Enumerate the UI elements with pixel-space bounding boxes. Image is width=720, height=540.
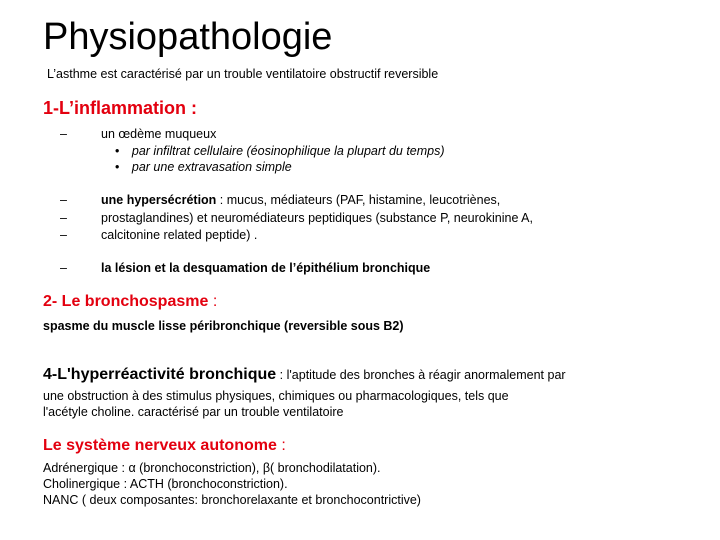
section-heading-hyperreactivite [43, 366, 566, 384]
hypersecretion-line2: prostaglandines) et neuromédiateurs peptidiques (substance P, neurokinine A, [101, 211, 533, 225]
bullet-marker: • [115, 144, 120, 158]
hyperreactivite-inline: : l'aptitude des bronches à réagir anormalement par [276, 368, 566, 382]
hypersecretion-line1: : mucus, médiateurs (PAF, histamine, leucotriènes, [216, 193, 501, 207]
sub-item-text: par infiltrat cellulaire (éosinophilique la plupart du temps) [131, 144, 445, 158]
hyperreactivite-line3: l'acétyle choline. caractérisé par un trouble ventilatoire [43, 405, 344, 419]
hypersecretion-lead: une hypersécrétion [101, 193, 217, 207]
section-heading-inflammation: 1-L’inflammation : [43, 98, 198, 118]
hyperreactivite-line2: une obstruction à des stimulus physiques, chimiques ou pharmacologiques, tels que [43, 389, 509, 403]
bullet-marker: • [115, 160, 120, 174]
intro-text: L’asthme est caractérisé par un trouble ventilatoire obstructif reversible [47, 67, 439, 81]
oedeme-text: un œdème muqueux [101, 127, 217, 141]
dash-marker: – [60, 127, 67, 141]
systeme-nerveux-title: Le système nerveux autonome [43, 437, 277, 454]
systeme-nerveux-line: Cholinergique : ACTH (bronchoconstriction). [43, 477, 288, 491]
section-heading-systeme-nerveux [43, 437, 286, 455]
dash-marker: – [60, 193, 67, 207]
systeme-nerveux-line: NANC ( deux composantes: bronchorelaxante et bronchocontrictive) [43, 493, 421, 507]
bronchospasme-title: 2- Le bronchospasme [43, 293, 209, 310]
hyperreactivite-title: 4-L'hyperréactivité bronchique [43, 366, 277, 383]
systeme-nerveux-line: Adrénergique : α (bronchoconstriction), β( bronchodilatation). [43, 461, 381, 475]
sub-item-text: par une extravasation simple [131, 160, 292, 174]
page-title: Physiopathologie [43, 16, 333, 58]
sub-list-item [115, 159, 292, 175]
section-heading-bronchospasme [43, 293, 217, 311]
bronchospasme-text: spasme du muscle lisse péribronchique (reversible sous B2) [43, 319, 404, 333]
hypersecretion-line3: calcitonine related peptide) . [101, 228, 258, 242]
sub-list-item [115, 143, 445, 159]
dash-marker: – [60, 211, 67, 225]
dash-marker: – [60, 261, 67, 275]
systeme-nerveux-colon: : [276, 437, 286, 454]
bronchospasme-colon: : [208, 293, 218, 310]
lesion-text: la lésion et la desquamation de l’épithélium bronchique [101, 261, 431, 275]
dash-marker: – [60, 228, 67, 242]
